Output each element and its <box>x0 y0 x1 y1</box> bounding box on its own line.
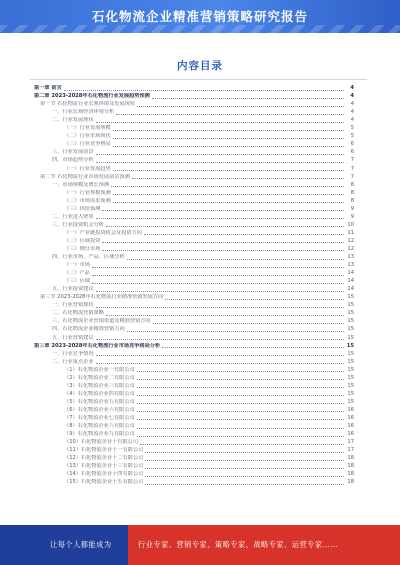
toc-entry[interactable] <box>34 470 354 478</box>
toc-entry[interactable] <box>34 342 354 350</box>
toc-entry-title: 二、行业发展现状 <box>52 117 94 124</box>
toc-entry[interactable] <box>34 398 354 406</box>
toc-entry-page-number: 14 <box>347 286 354 293</box>
toc-entry[interactable] <box>34 181 354 189</box>
toc-entry[interactable] <box>34 350 354 358</box>
toc-entry-title: （二）区域投资 <box>64 237 101 244</box>
toc-entry-title: 三、行业投资机会分析 <box>52 221 104 228</box>
toc-entry[interactable] <box>34 285 354 293</box>
toc-entry-title: 第二章 2023-2028年石化物流行业发展趋势预测 <box>34 93 150 100</box>
toc-entry-title: （12）石化物流企业十二有限公司 <box>64 455 144 462</box>
toc-heading: 内容目录 <box>177 60 223 72</box>
toc-entry-page-number: 13 <box>347 262 354 269</box>
toc-dot-leader <box>140 444 344 445</box>
toc-dot-leader <box>102 242 344 243</box>
toc-entry-title: 二、行业重点企业 <box>52 358 94 365</box>
toc-entry-title: （14）石化物流企业十四有限公司 <box>64 471 144 478</box>
toc-entry-page-number: 18 <box>347 479 354 486</box>
toc-dot-leader <box>137 371 344 372</box>
toc-dot-leader <box>96 291 344 292</box>
toc-entry-title: （2）石化物流企业二有限公司 <box>64 374 135 381</box>
toc-dot-leader <box>92 283 344 284</box>
toc-dot-leader <box>102 210 344 211</box>
toc-dot-leader <box>152 98 344 99</box>
toc-entry-title: （二）行业市场现状 <box>64 133 111 140</box>
toc-entry-page-number: 16 <box>347 414 354 421</box>
toc-entry[interactable] <box>34 148 354 156</box>
toc-dot-leader <box>106 226 344 227</box>
toc-entry-title: （1）石化物流企业一有限公司 <box>64 366 135 373</box>
toc-entry[interactable] <box>34 140 354 148</box>
toc-entry-title: （13）石化物流企业十三有限公司 <box>64 463 144 470</box>
toc-dot-leader <box>137 403 344 404</box>
toc-entry-page-number: 13 <box>347 254 354 261</box>
toc-dot-leader <box>64 90 344 91</box>
toc-entry-page-number: 16 <box>347 431 354 438</box>
toc-dot-leader <box>137 419 344 420</box>
toc-entry-title: 一、市场规模及增长预测 <box>52 181 110 188</box>
toc-entry-title: 第二节 石化物流行业市场发展前景预测 <box>40 173 130 180</box>
toc-entry-page-number: 15 <box>347 310 354 317</box>
toc-dot-leader <box>132 178 344 179</box>
toc-entry-page-number: 15 <box>347 326 354 333</box>
toc-entry-title: （三）区域 <box>64 278 90 285</box>
toc-entry-page-number: 18 <box>347 463 354 470</box>
toc-entry[interactable] <box>34 164 354 172</box>
toc-dot-leader <box>145 476 344 477</box>
toc-entry-title: （三）细分市场 <box>64 245 101 252</box>
toc-entry[interactable] <box>34 301 354 309</box>
toc-entry-page-number: 15 <box>347 398 354 405</box>
toc-entry[interactable] <box>34 406 354 414</box>
toc-dot-leader <box>137 106 344 107</box>
toc-entry-page-number: 7 <box>350 157 354 164</box>
toc-dot-leader <box>145 468 344 469</box>
toc-entry-title: （9）石化物流企业九有限公司 <box>64 431 135 438</box>
toc-entry-title: （一）市场 <box>64 262 90 269</box>
toc-dot-leader <box>92 275 344 276</box>
toc-entry-title: （8）石化物流企业八有限公司 <box>64 423 135 430</box>
toc-entry[interactable] <box>34 414 354 422</box>
toc-entry-title: （11）石化物流企业十一有限公司 <box>64 447 144 454</box>
toc-dot-leader <box>96 363 344 364</box>
toc-dot-leader <box>137 428 344 429</box>
toc-dot-leader <box>116 114 344 115</box>
toc-entry-page-number: 4 <box>350 117 354 124</box>
toc-entry[interactable] <box>34 309 354 317</box>
toc-dot-leader <box>113 194 344 195</box>
toc-entry[interactable] <box>34 213 354 221</box>
toc-entry-page-number: 15 <box>347 294 354 301</box>
toc-entry-title: （三）行业竞争格局 <box>64 141 111 148</box>
toc-entry-title: （一）行业发展趋势 <box>64 165 111 172</box>
toc-entry-title: 四、石化物流企业精准营销方向 <box>52 326 125 333</box>
toc-entry-page-number: 4 <box>350 101 354 108</box>
toc-dot-leader <box>137 387 344 388</box>
toc-entry-title: （3）石化物流企业三有限公司 <box>64 382 135 389</box>
toc-entry-title: （一）行业规模预测 <box>64 189 111 196</box>
toc-entry-page-number: 9 <box>350 205 354 212</box>
toc-dot-leader <box>96 122 344 123</box>
toc-entry-page-number: 15 <box>347 374 354 381</box>
toc-dot-leader <box>111 186 344 187</box>
toc-entry[interactable] <box>34 366 354 374</box>
toc-entry-page-number: 15 <box>346 342 354 349</box>
toc-entry-title: 二、石化物流营销策略 <box>52 310 104 317</box>
toc-entry[interactable] <box>34 124 354 132</box>
toc-entry[interactable] <box>34 438 354 446</box>
toc-dot-leader <box>137 379 344 380</box>
toc-entry-page-number: 8 <box>350 181 354 188</box>
toc-entry-page-number: 8 <box>350 189 354 196</box>
toc-entry[interactable] <box>34 245 354 253</box>
header-stripe-decoration <box>0 25 400 35</box>
toc-entry[interactable] <box>34 116 354 124</box>
toc-entry-page-number: 16 <box>347 406 354 413</box>
toc-dot-leader <box>145 452 344 453</box>
toc-dot-leader <box>96 162 344 163</box>
toc-dot-leader <box>137 395 344 396</box>
toc-entry[interactable] <box>34 173 354 181</box>
toc-entry[interactable] <box>34 478 354 486</box>
toc-dot-leader <box>96 339 344 340</box>
toc-dot-leader <box>96 218 344 219</box>
toc-entry-title: 二、行业进入壁垒 <box>52 213 94 220</box>
toc-entry-title: 第三章 2023-2028年石化物流行业市场竞争格局分析 <box>34 342 161 349</box>
toc-entry[interactable] <box>34 422 354 430</box>
toc-dot-leader <box>102 250 344 251</box>
toc-entry-page-number: 15 <box>347 350 354 357</box>
toc-dot-leader <box>113 170 344 171</box>
toc-entry-page-number: 15 <box>347 318 354 325</box>
toc-entry-title: （4）石化物流企业四有限公司 <box>64 390 135 397</box>
toc-entry[interactable] <box>34 269 354 277</box>
toc-entry-page-number: 6 <box>350 141 354 148</box>
toc-entry-page-number: 18 <box>347 455 354 462</box>
toc-dot-leader <box>113 202 344 203</box>
toc-entry-page-number: 7 <box>350 165 354 172</box>
toc-entry-page-number: 17 <box>347 447 354 454</box>
toc-dot-leader <box>92 267 344 268</box>
toc-entry-page-number: 10 <box>347 221 354 228</box>
toc-entry-page-number: 15 <box>347 382 354 389</box>
toc-entry-page-number: 11 <box>347 229 354 236</box>
toc-entry[interactable] <box>34 454 354 462</box>
toc-entry[interactable] <box>34 253 354 261</box>
toc-dot-leader <box>145 460 344 461</box>
toc-entry-page-number: 15 <box>347 334 354 341</box>
toc-dot-leader <box>113 146 344 147</box>
toc-entry-page-number: 17 <box>347 439 354 446</box>
toc-dot-leader <box>96 307 344 308</box>
toc-dot-leader <box>145 484 344 485</box>
toc-dot-leader <box>144 234 344 235</box>
toc-entry-page-number: 15 <box>347 358 354 365</box>
toc-entry[interactable] <box>34 293 354 301</box>
toc-entry-page-number: 5 <box>350 125 354 132</box>
toc-entry-title: （10）石化物流企业十有限公司 <box>64 439 139 446</box>
toc-dot-leader <box>113 130 344 131</box>
toc-entry-page-number: 9 <box>350 213 354 220</box>
toc-entry-title: （5）石化物流企业五有限公司 <box>64 398 135 405</box>
toc-entry[interactable] <box>34 358 354 366</box>
toc-entry-title: （三）供给预测 <box>64 205 101 212</box>
toc-dot-leader <box>137 436 344 437</box>
toc-entry-title: （二）产品 <box>64 270 90 277</box>
toc-entry-page-number: 12 <box>347 245 354 252</box>
toc-entry-title: 三、行业发展前景 <box>52 149 94 156</box>
footer-angle-decoration <box>110 525 128 565</box>
toc-entry-page-number: 4 <box>350 85 354 92</box>
toc-entry[interactable] <box>34 261 354 269</box>
toc-entry-page-number: 14 <box>347 278 354 285</box>
toc-dot-leader <box>153 323 344 324</box>
toc-dot-leader <box>106 315 344 316</box>
toc-entry[interactable] <box>34 100 354 108</box>
toc-entry-title: 一、行业竞争情况 <box>52 350 94 357</box>
toc-dot-leader <box>127 331 344 332</box>
toc-entry-page-number: 14 <box>347 270 354 277</box>
toc-dot-leader <box>96 154 344 155</box>
toc-entry-title: 五、行业营销建议 <box>52 334 94 341</box>
footer-slogan-left: 让每个人都能成为 <box>50 540 112 549</box>
toc-entry[interactable] <box>34 197 354 205</box>
toc-entry-title: 五、行业投资建议 <box>52 286 94 293</box>
toc-entry-page-number: 15 <box>347 390 354 397</box>
toc-entry-title: 四、行业市场、产品、区域分析 <box>52 254 125 261</box>
toc-dot-leader <box>137 411 344 412</box>
toc-entry-page-number: 8 <box>350 197 354 204</box>
toc-entry[interactable] <box>34 92 354 100</box>
toc-entry[interactable] <box>34 390 354 398</box>
toc-entry[interactable] <box>34 374 354 382</box>
toc-entry-title: 第一节 石化物流行业宏观环境及发展现状 <box>40 101 136 108</box>
toc-entry-page-number: 4 <box>350 109 354 116</box>
toc-entry[interactable] <box>34 84 354 92</box>
toc-entry[interactable] <box>34 132 354 140</box>
toc-entry-title: 四、市场趋势分析 <box>52 157 94 164</box>
report-title: 石化物流企业精准营销策略研究报告 <box>91 9 308 24</box>
toc-entry-page-number: 5 <box>350 133 354 140</box>
toc-entry[interactable] <box>34 277 354 285</box>
toc-entry[interactable] <box>34 156 354 164</box>
toc-entry-page-number: 6 <box>350 149 354 156</box>
toc-dot-leader <box>113 138 344 139</box>
toc-entry[interactable] <box>34 446 354 454</box>
toc-entry-title: 第一章 前言 <box>34 85 62 92</box>
toc-entry-title: 第三节 2023-2028年石化物流行业精准营销发展方向 <box>40 294 164 301</box>
toc-entry-page-number: 18 <box>347 471 354 478</box>
toc-entry[interactable] <box>34 382 354 390</box>
toc-entry[interactable] <box>34 189 354 197</box>
toc-entry-page-number: 4 <box>350 93 354 100</box>
toc-entry[interactable] <box>34 430 354 438</box>
toc-entry-title: （二）市场需求预测 <box>64 197 111 204</box>
toc-dot-leader <box>127 259 344 260</box>
toc-list <box>34 84 354 486</box>
toc-entry[interactable] <box>34 237 354 245</box>
toc-entry[interactable] <box>34 229 354 237</box>
toc-dot-leader <box>96 355 344 356</box>
toc-entry-title: （一）产业链投资机会及投资方向 <box>64 229 142 236</box>
toc-entry-title: （一）行业发展规模 <box>64 125 111 132</box>
toc-entry[interactable] <box>34 317 354 325</box>
toc-entry-title: （15）石化物流企业十五有限公司 <box>64 479 144 486</box>
toc-entry-title: 一、行业营销现状 <box>52 302 94 309</box>
toc-entry-page-number: 7 <box>350 173 354 180</box>
footer-slogan-right: 行业专家、营销专家、策略专家、战略专家、运营专家…… <box>138 540 338 549</box>
toc-entry[interactable] <box>34 333 354 341</box>
toc-entry-title: 一、行业宏观经济环境分析 <box>52 109 115 116</box>
toc-entry-title: （7）石化物流企业七有限公司 <box>64 414 135 421</box>
toc-entry-page-number: 16 <box>347 423 354 430</box>
toc-entry[interactable] <box>34 205 354 213</box>
toc-entry-page-number: 12 <box>347 237 354 244</box>
toc-entry[interactable] <box>34 325 354 333</box>
toc-entry[interactable] <box>34 221 354 229</box>
toc-entry-title: （6）石化物流企业六有限公司 <box>64 406 135 413</box>
toc-entry[interactable] <box>34 108 354 116</box>
toc-entry[interactable] <box>34 462 354 470</box>
toc-dot-leader <box>165 299 344 300</box>
toc-entry-page-number: 15 <box>347 302 354 309</box>
toc-entry-title: 三、石化物流企业营销渠道及精准营销方向 <box>52 318 151 325</box>
toc-entry-page-number: 15 <box>347 366 354 373</box>
toc-dot-leader <box>162 347 344 348</box>
